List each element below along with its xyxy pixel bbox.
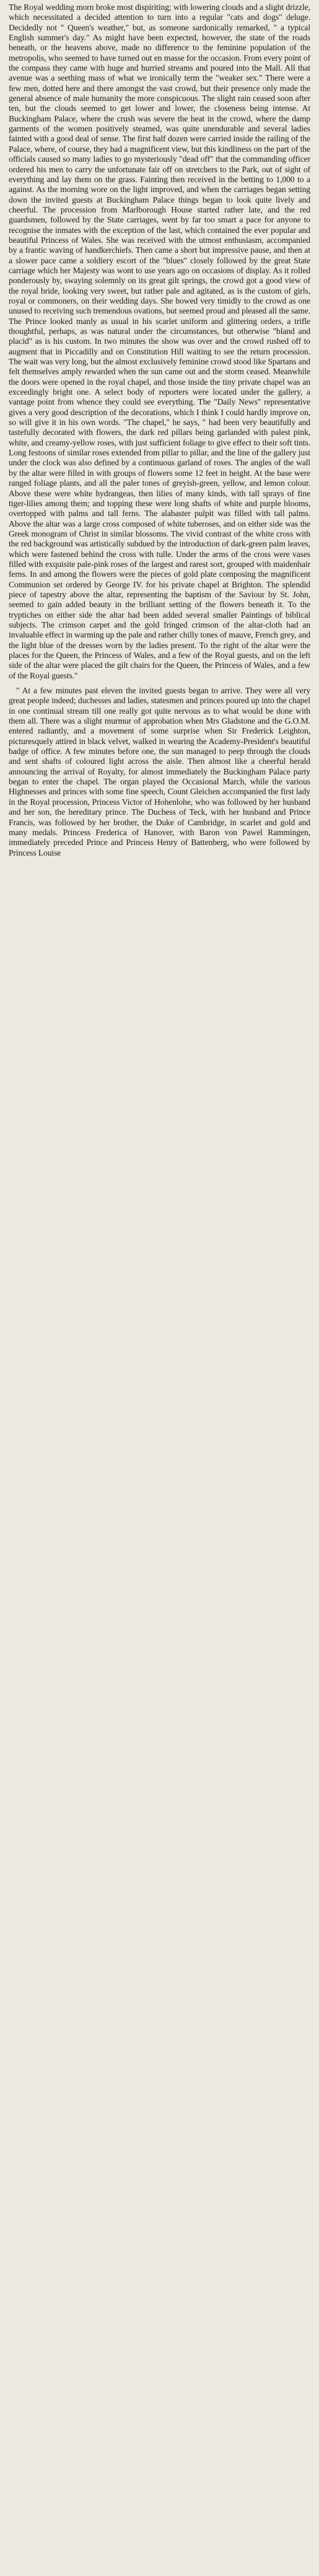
article-paragraph-1: The Royal wedding morn broke most dispiriting; with lowering clouds and a slight drizzle, which necessitated a decided attention to turn into a regular "cats and dogs" deluge. Decidedly not " Queen's weather," but, as someone sardonically remarked, " a typical English summer's day." As might have been expected, however, the state of the roads beneath, or the heavens above, made no difference to the feminine population of the metropolis, who seemed to have turned out en masse for the occasion. From every point of the compass they came with huge and hurried streams and poured into the Mall. All that avenue was a seething mass of what we ironically term the "weaker sex." There were a few men, dotted here and there amongst the vast crowd, but their presence only made the general absence of male humanity the more conspicuous. The slight rain ceased soon after ten, but the clouds seemed to get lower and lower, the closeness being intense. At Buckingham Palace, where the crush was severe the heat in the crowd, where the damp garments of the women positively steamed, was quite unendurable and several ladies fainted with a good deal of sense. The first half dozen were carried inside the railing of the Palace, where, of course, they had a magnificent view, but this kindliness on the part of the officials caused so many ladies to go mysteriously "dead off" that the commanding officer ordered his men to carry the unfortunate fair off on stretchers to the Park, out of sight of everything and lay them on the grass. Fainting then received in the betting to 1,000 to a against. As the morning wore on the light improved, and when the carriages began setting down the invited guests at Buckingham Palace things began to look quite lively and cheerful. The procession from Marlborough House started rather late, and the red guardsmen, followed by the State carriages, went by far too smart a pace for anyone to recognise the inmates with the exception of the last, which contained the ever popular and beautiful Princess of Wales. She was received with the utmost enthusiasm, accompanied by a frantic waving of handkerchiefs. Then came a short but impressive pause, and then at a slower pace came a soldiery escort of the "blues" closely followed by the great State carriage which her Majesty was wont to use years ago on occasions of display. As it rolled ponderously by, swaying solemnly on its great gilt springs, the crowd got a good view of the royal bride, looking very sweet, but rather pale and agitated, as is the custom of girls, royal or commoners, on their wedding days. She bowed very timidly to the crowd as one unused to receiving such tremendous ovations, but seemed proud and pleased all the same. The Prince looked manly as usual in his scarlet uniform and glittering orders, a trifle thoughtful, perhaps, as was natural under the circumstances, but otherwise "bland and placid" as is his custom. In two minutes the show was over and the crowd rushed off to augment that in Piccadilly and on Constitution Hill waiting to see the return procession. The wait was very long, but the almost exclusively feminine crowd stood like Spartans and felt themselves amply rewarded when the sun came out and the storm ceased. Meanwhile the doors were opened in the royal chapel, and those inside the tiny private chapel was an exceedingly bright one. A select body of reporters were located under the gallery, a vantage point from whence they could see everything. The "Daily News" representative gives a very good description of the decorations, which I think I could hardly improve on, so will give it in his own words. "The chapel," he says, " had been very beautifully and tastefully decorated with flowers, the dark red pillars being garlanded with palest pink, white, and creamy-yellow roses, with just sufficient foliage to give effect to their soft tints. Long festoons of similar roses extended from pillar to pillar, and the line of the gallery just under the clock was also defined by a continuous garland of roses. The angles of the wall by the altar were filled in with groups of flowers some 12 feet in height. At the base were ranged foliage plants, and all the paler tones of greyish-green, yellow, and lemon colour. Above these were white hydrangeas, then lilies of many kinds, with tall sprays of fine tiger-lilies among them; and topping these were long shafts of white and purple blooms, overtopped with palms and tall ferns. The alabaster pulpit was filled with tall palms. Above the altar was a large cross composed of white tuberoses, and on either side was the Greek monogram of Christ in similar blossoms. The vivid contrast of the white cross with the red background was artistically subdued by the introduction of dark-green palm leaves, which were fastened behind the cross with tulle. Under the arms of the cross were vases filled with exquisite pale-pink roses of the largest and rarest sort, grouped with maidenhair ferns. In and among the flowers were the pieces of gold plate composing the magnificent Communion set ordered by George IV. for his private chapel at Brighton. The splendid piece of tapestry above the altar, representing the baptism of the Saviour by St. John, seemed to gain added beauty in the brilliant setting of the flowers beneath it. To the tryptiches on either side the altar had been added several smaller Paintings of biblical subjects. The crimson carpet and the gold fringed crimson of the altar-cloth had an invaluable effect in warming up the pale and rather chilly tones of mauve, French grey, and the light blue of the dresses worn by the ladies present. To the right of the altar were the places for the Queen, the Princess of Wales, and a few of the Royal guests, and on the left side of the altar were placed the gilt chairs for the Queen, the Princess of Wales, and a few of the Royal guests."	[9, 2, 310, 680]
article-paragraph-2: " At a few minutes past eleven the invited guests began to arrive. They were all very great people indeed; duchesses and ladies, statesmen and princes poured up into the chapel in one continual stream till one really got quite nervous as to what would be done with them all. There was a slight murmur of approbation when Mrs Gladstone and the G.O.M. entered radiantly, and a movement of some surprise when Sir Frederick Leighton, picturesquely attired in black velvet, walked in wearing the Academy-President's beautiful badge of office. A few minutes before one, the sun managed to peep through the clouds and sent shafts of coloured light across the aisle. Then almost like a cheerful herald announcing the arrival of Royalty, for almost immediately the Buckingham Palace party began to enter the chapel. The organ played the Occasional March, while the various Highnesses and princes with some fine speech, Count Gleichen accompanied the first lady in the Royal procession, Princess Victor of Hohenlohe, who was followed by her husband and her son, the hereditary prince. The Duchess of Teck, with her husband and Prince Francis, was followed by her brother, the Duke of Cambridge, in scarlet and gold and many medals. Princess Frederica of Hanover, with Baron von Pawel Rammingen, immediately preceded Prince and Princess Henry of Battenberg, who were followed by Princess Louise	[9, 686, 310, 857]
article-column	[9, 2, 310, 858]
